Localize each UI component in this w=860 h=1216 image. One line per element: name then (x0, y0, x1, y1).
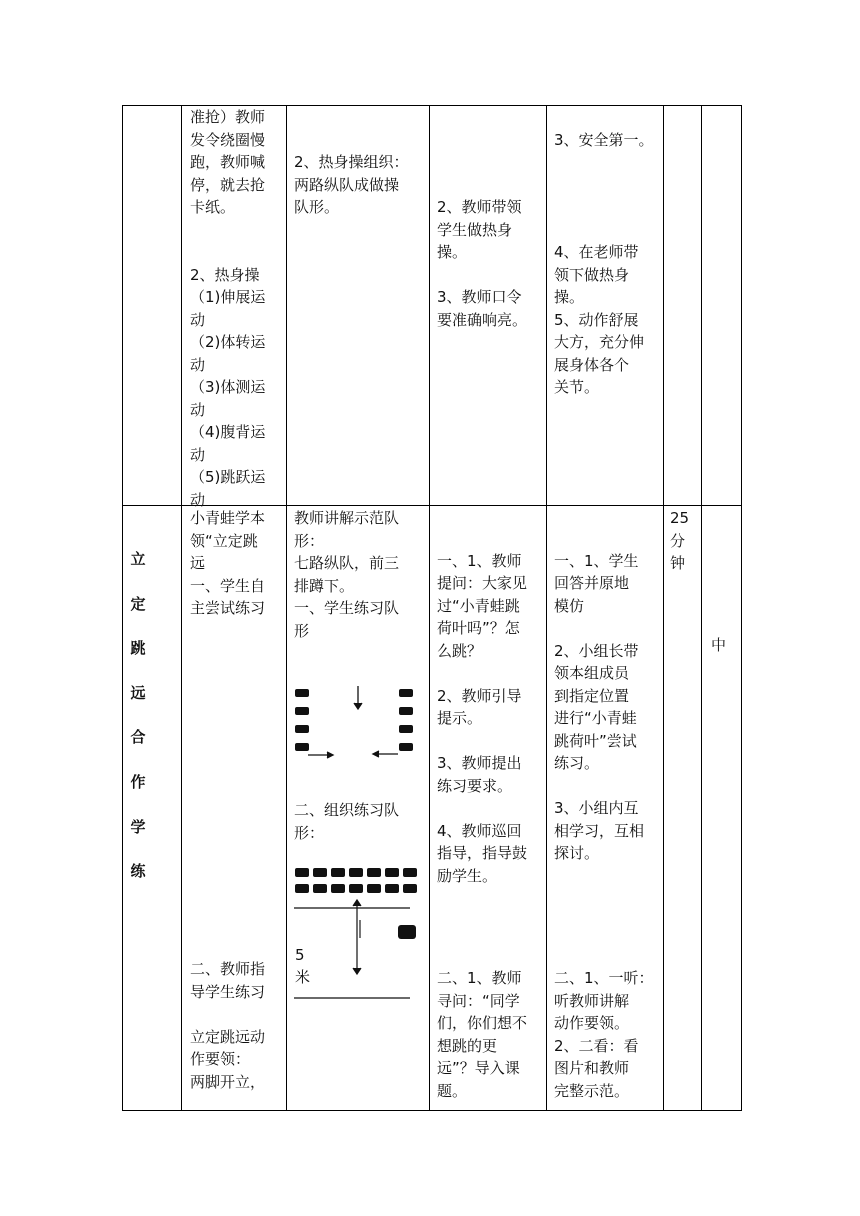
formation-diagram-practice (290, 680, 425, 760)
section-title-char: 立 (130, 550, 146, 568)
jump-content-top: 小青蛙学本 领“立定跳 远 一、学生自 主尝试练习 (190, 509, 266, 617)
time-duration: 25 分 钟 (670, 509, 690, 572)
distance-unit: 米 (295, 968, 311, 986)
student-mark (399, 725, 413, 733)
formation-diagram-group (290, 862, 425, 1002)
col-border-7 (741, 105, 742, 1111)
section-title (126, 548, 150, 905)
jump-teacher-activity-bottom: 二、1、教师 寻问：“同学 们，你们想不 想跳的更 远”？导入课 题。 (437, 969, 528, 1100)
warmup-student-activity: 3、安全第一。 4、在老师带 领下做热身 操。 5、动作舒展 大方，充分伸 展身体各个 关节。 (554, 130, 654, 396)
col-border-2 (286, 105, 287, 1111)
col-border-0 (122, 105, 123, 1111)
jump-content-bottom: 二、教师指 导学生练习 立定跳远动 作要领： 两脚开立， (190, 960, 266, 1091)
section-title-char: 练 (130, 862, 146, 881)
student-mark (399, 689, 413, 697)
section-title-char: 定 (130, 594, 146, 613)
student-mark (295, 689, 309, 697)
col-border-1 (181, 105, 182, 1111)
section-title-char: 作 (130, 772, 146, 791)
section-title-char: 远 (130, 683, 146, 702)
section-title-char: 合 (130, 728, 146, 747)
warmup-content: 准抢）教师 发令绕圈慢 跑，教师喊 停，就去抢 卡纸。 2、热身操 （1)伸展运 动 （2)体转运 动 （3)体测运 动 （4)腹背运 动 （5)跳跃运 动 (190, 108, 266, 509)
student-mark (295, 725, 309, 733)
distance-value: 5 (295, 946, 305, 964)
student-mark (399, 743, 413, 751)
student-mark (295, 743, 309, 751)
student-mark (399, 707, 413, 715)
col-border-5 (663, 105, 664, 1111)
student-mark (295, 707, 309, 715)
table-bottom-border (122, 1110, 742, 1111)
intensity-level: 中 (711, 636, 727, 654)
jump-student-activity-top: 一、1、学生 回答并原地 模仿 2、小组长带 领本组成员 到指定位置 进行“小青蛙 跳荷叶”尝试 练习。 3、小组内互 相学习，互相 探讨。 (554, 551, 645, 862)
col-border-3 (429, 105, 430, 1111)
section-title-char: 跳 (130, 639, 146, 658)
section-title-char: 学 (130, 817, 146, 836)
jump-organization-top: 教师讲解示范队 形： 七路纵队，前三 排蹲下。 一、学生练习队 形 (294, 509, 400, 640)
col-border-6 (701, 105, 702, 1111)
warmup-teacher-activity: 2、教师带领 学生做热身 操。 3、教师口令 要准确响亮。 (437, 198, 528, 329)
col-border-4 (546, 105, 547, 1111)
jump-teacher-activity-top: 一、1、教师 提问：大家见 过“小青蛙跳 荷叶吗”？怎 么跳？ 2、教师引导 提示。 3、教师提出 练习要求。 4、教师巡回 指导，指导鼓 励学生。 (437, 551, 528, 885)
jump-student-activity-bottom: 二、1、一听： 听教师讲解 动作要领。 2、二看：看 图片和教师 完整示范。 (554, 969, 654, 1100)
warmup-organization: 2、热身操组织： 两路纵队成做操 队形。 (294, 153, 409, 216)
jump-organization-mid: 二、组织练习队 形： (294, 801, 400, 842)
